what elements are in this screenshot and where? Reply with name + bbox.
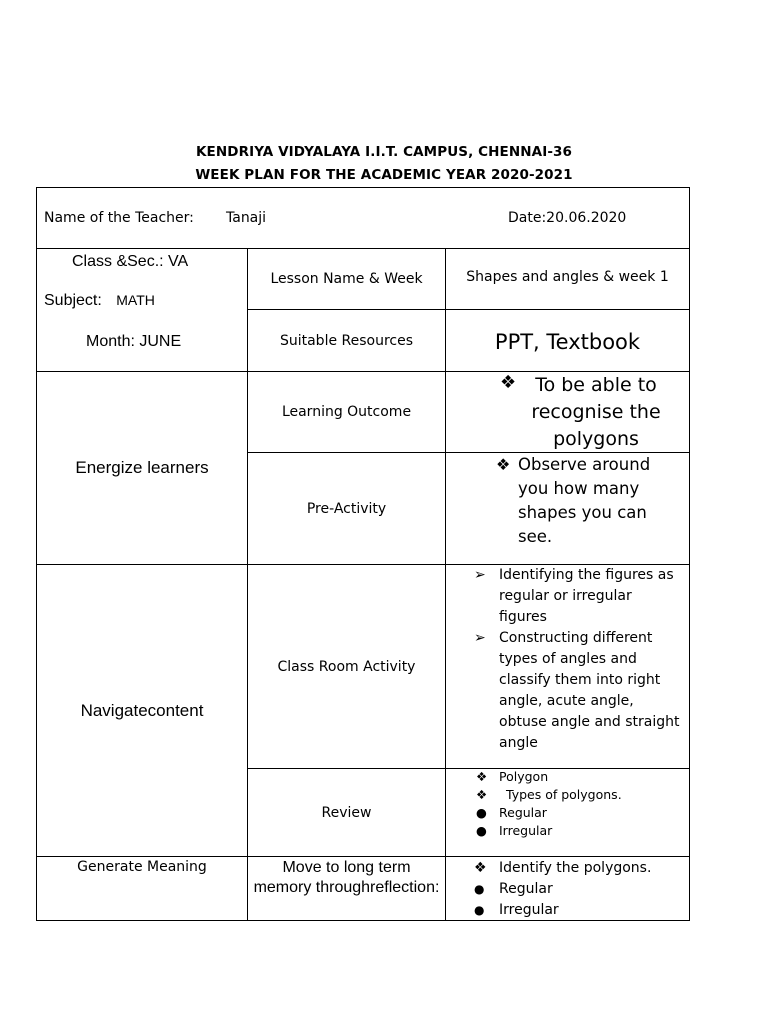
class-value: VA [168, 253, 189, 270]
review-list [476, 768, 681, 840]
outcome-value: To be able to recognise the polygons [531, 374, 661, 450]
arrow-bullet-icon: ➢ [474, 567, 486, 583]
subject-label: Subject: [44, 292, 102, 309]
review-label: Review [321, 804, 372, 821]
list-item: ● Irregular [474, 900, 684, 921]
list-item: ❖ Polygon [476, 769, 549, 784]
resources-label: Suitable Resources [279, 332, 414, 349]
dot-bullet-icon: ● [474, 903, 485, 917]
classroom-label: Class Room Activity [277, 658, 416, 675]
generate-middle: Move to long term memory throughreflection: [253, 859, 440, 896]
list-item: ➢ Identifying the figures as regular or irregular figures [474, 567, 674, 625]
diamond-bullet-icon: ❖ [496, 455, 511, 474]
generate-list [474, 858, 684, 921]
diamond-bullet-icon: ❖ [476, 769, 488, 784]
month [86, 333, 181, 351]
month-value: JUNE [139, 333, 182, 350]
pre-activity-value: Observe around you how many shapes you can see. [518, 455, 651, 546]
dot-bullet-icon: ● [476, 805, 487, 820]
date-text: Date:20.06.2020 [508, 210, 627, 226]
teacher-label: Name of the Teacher: [44, 210, 194, 226]
class-section [72, 253, 188, 271]
outcome-label: Learning Outcome [281, 404, 412, 420]
subject-value: MATH [116, 292, 155, 308]
list-item: ❖ Types of polygons. [476, 787, 622, 802]
list-item: ● Regular [476, 805, 547, 820]
pre-activity-label: Pre-Activity [306, 500, 387, 517]
dot-bullet-icon: ● [476, 823, 487, 838]
diamond-bullet-icon: ❖ [476, 787, 488, 802]
dot-bullet-icon: ● [474, 882, 485, 896]
list-item: ➢ Constructing different types of angles and classify them into right angle, acute angle, obtuse angle and straight angle [474, 630, 680, 751]
school-title: KENDRIYA VIDYALAYA I.I.T. CAMPUS, CHENNAI-36 [195, 144, 573, 160]
arrow-bullet-icon: ➢ [474, 630, 486, 646]
month-label: Month: [86, 333, 135, 350]
diamond-bullet-icon: ❖ [500, 372, 517, 393]
navigate-label: Navigatecontent [80, 700, 204, 720]
plan-title: WEEK PLAN FOR THE ACADEMIC YEAR 2020-2021 [195, 167, 573, 183]
list-item: ❖ Identify the polygons. [474, 858, 684, 879]
list-item: ● Regular [474, 879, 684, 900]
generate-label: Generate Meaning [77, 859, 207, 875]
lesson-label: Lesson Name & Week [270, 271, 423, 287]
teacher-name: Tanaji [226, 210, 267, 226]
class-label: Class &Sec.: [72, 253, 164, 270]
list-item: ● Irregular [476, 823, 553, 838]
lesson-value: Shapes and angles & week 1 [466, 269, 669, 285]
resources-value: PPT, Textbook [494, 330, 641, 354]
diamond-bullet-icon: ❖ [474, 860, 487, 876]
subject [44, 292, 155, 310]
energize-label: Energize learners [75, 458, 209, 477]
classroom-list [474, 565, 684, 754]
